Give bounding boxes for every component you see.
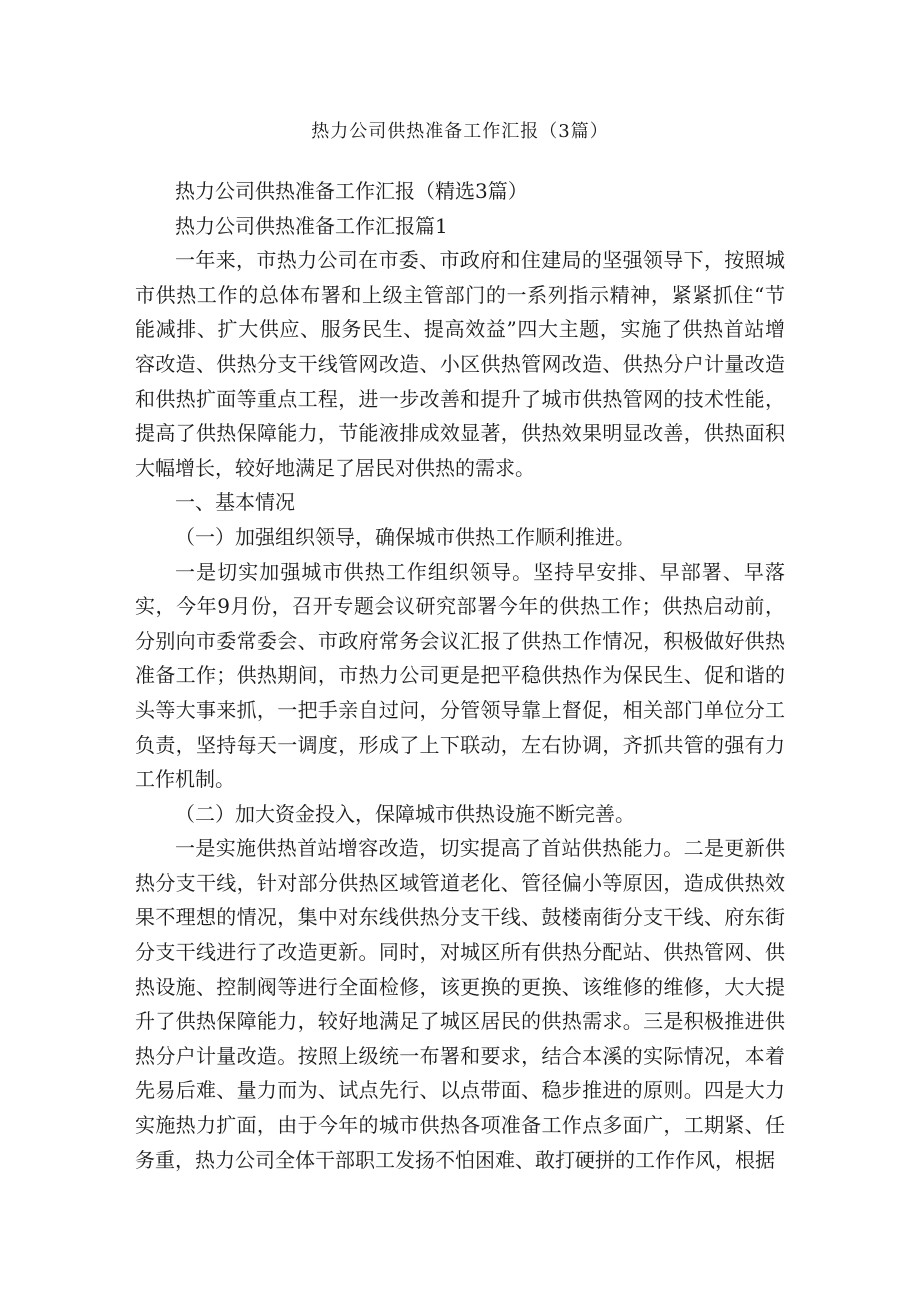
heading-basic-situation: 一、基本情况: [175, 490, 295, 515]
paragraph-investment: 一是实施供热首站增容改造，切实提高了首站供热能力。二是更新供热分支干线，针对部分供热区域管道老化、管径偏小等原因，造成供热效果不理想的情况，集中对东线供热分支干线、鼓楼南街分支干线、府东街分支干线进行了改造更新。同时，对城区所有供热分配站、供热管网、供热设施、控制阀等进行全面检修，该更换的更换、该维修的维修，大大提升了供热保障能力，较好地满足了城区居民的供热需求。三是积极推进供热分户计量改造。按照上级统一布署和要求，结合本溪的实际情况，本着先易后难、量力而为、试点先行、以点带面、稳步推进的原则。四是大力实施热力扩面，由于今年的城市供热各项准备工作点多面广，工期紧、任务重，热力公司全体干部职工发扬不怕困难、敢打硬拼的工作作风，根据: [135, 836, 785, 1172]
document-subtitle: 热力公司供热准备工作汇报（精选3篇）: [175, 179, 528, 203]
paragraph-intro: 一年来，市热力公司在市委、市政府和住建局的坚强领导下，按照城市供热工作的总体布署和上级主管部门的一系列指示精神，紧紧抓住“节能减排、扩大供应、服务民生、提高效益”四大主题，实施了供热首站增容改造、供热分支干线管网改造、小区供热管网改造、供热分户计量改造和供热扩面等重点工程，进一步改善和提升了城市供热管网的技术性能，提高了供热保障能力，节能液排成效显著，供热效果明显改善，供热面积大幅增长，较好地满足了居民对供热的需求。: [135, 248, 785, 480]
document-body: [135, 174, 785, 1177]
subheading-organization: （一）加强组织领导，确保城市供热工作顺利推进。: [175, 524, 635, 549]
section-heading: 热力公司供热准备工作汇报篇1: [175, 213, 448, 238]
subheading-investment: （二）加大资金投入，保障城市供热设施不断完善。: [175, 801, 635, 826]
document-title: 热力公司供热准备工作汇报（3篇）: [311, 121, 609, 142]
paragraph-organization: 一是切实加强城市供热工作组织领导。坚持早安排、早部署、早落实，今年9月份，召开专题会议研究部署今年的供热工作；供热启动前，分别向市委常委会、市政府常务会议汇报了供热工作情况，积极做好供热准备工作；供热期间，市热力公司更是把平稳供热作为保民生、促和谐的头等大事来抓，一把手亲自过问，分管领导靠上督促，相关部门单位分工负责，坚持每天一调度，形成了上下联动，左右协调，齐抓共管的强有力工作机制。: [135, 559, 785, 792]
